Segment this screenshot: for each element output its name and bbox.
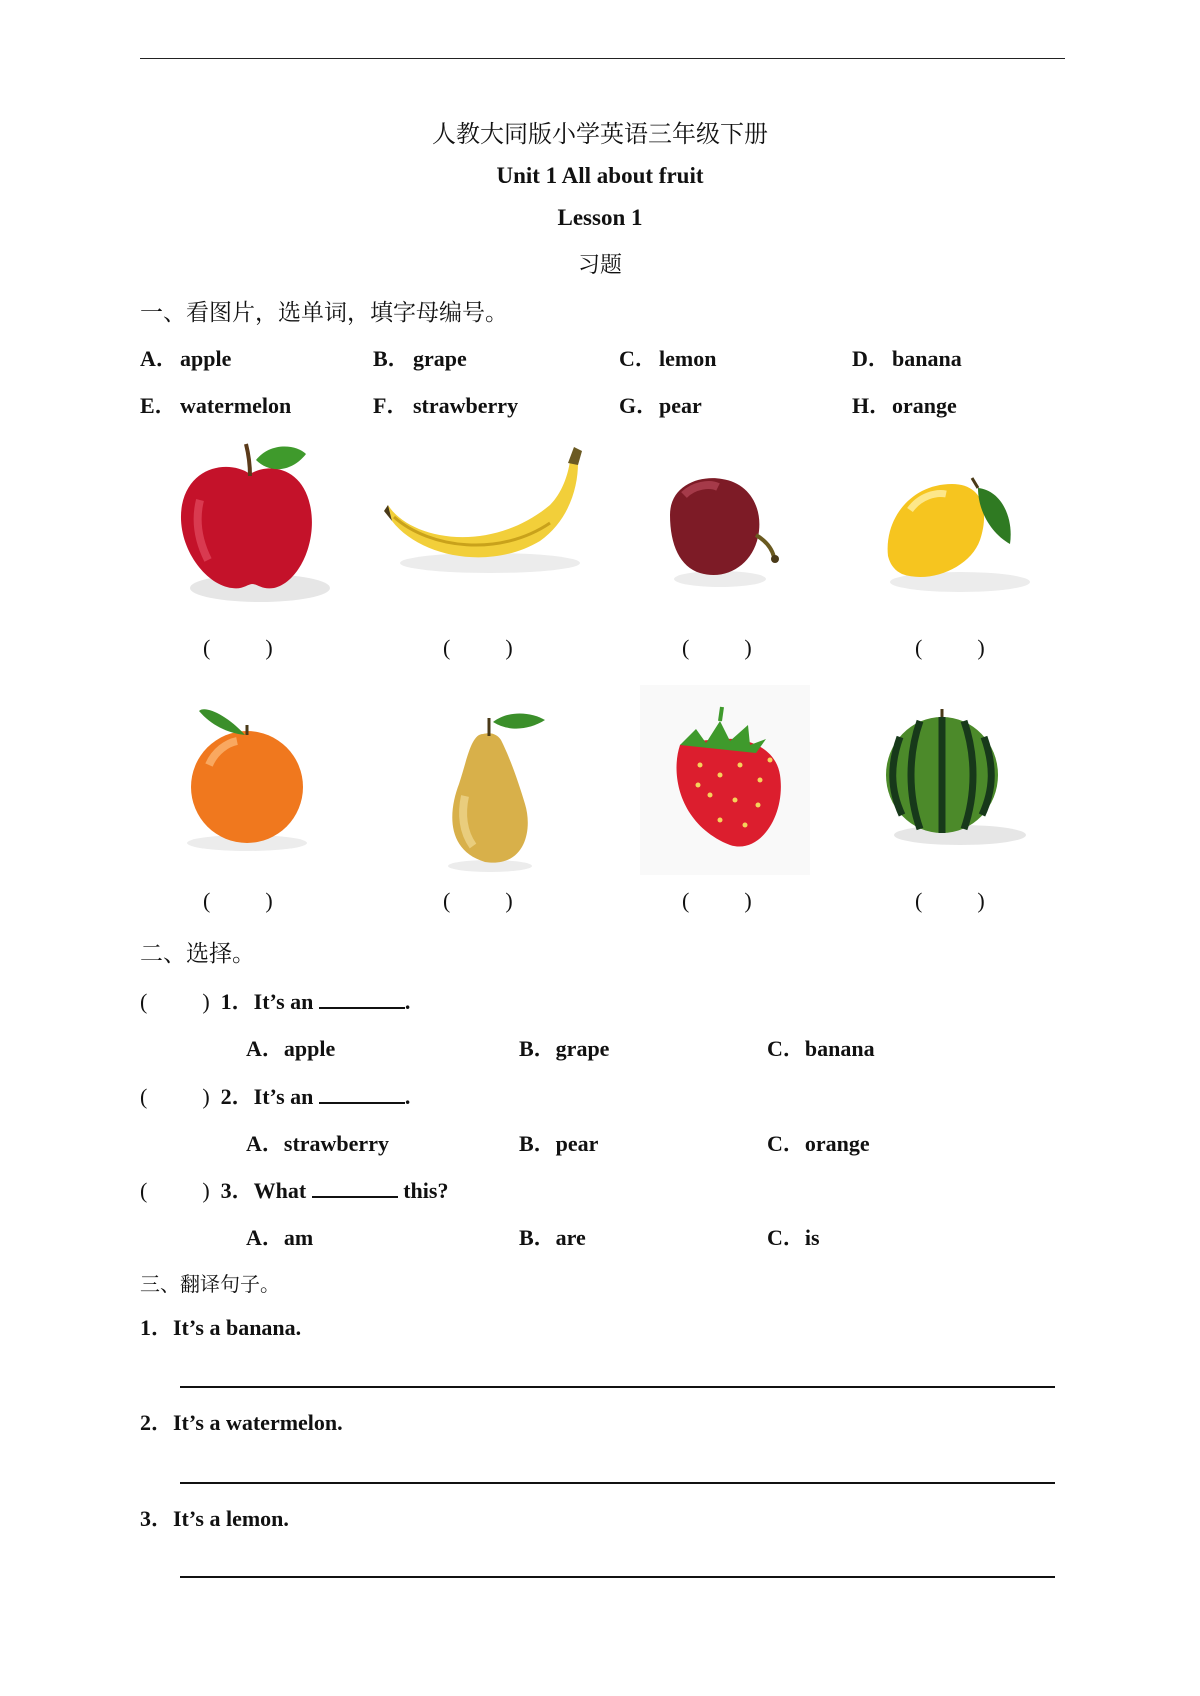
translate-sentence-3: 3．It’s a lemon. xyxy=(140,1506,289,1531)
answer-paren-6[interactable]: ( ) xyxy=(443,888,513,913)
answer-paren[interactable]: ( ) xyxy=(140,1084,210,1109)
word-option-e: E． watermelon xyxy=(140,393,292,418)
top-rule xyxy=(140,58,1065,59)
section1-heading: 一、看图片，选单词，填字母编号。 xyxy=(140,300,508,325)
word-option-h: H．orange xyxy=(852,393,957,418)
answer-paren-3[interactable]: ( ) xyxy=(682,635,752,660)
q2-option-c: C．orange xyxy=(767,1131,870,1156)
q3-option-a: A．am xyxy=(246,1225,314,1250)
section3-heading: 三、翻译句子。 xyxy=(140,1274,280,1296)
lemon-picture xyxy=(880,460,1040,600)
question-1: ( ) 1．It’s an . xyxy=(140,989,411,1014)
answer-paren[interactable]: ( ) xyxy=(140,1178,210,1203)
word-option-g: G．pear xyxy=(619,393,702,418)
word-option-f: F． strawberry xyxy=(373,393,519,418)
worksheet-title: 人教大同版小学英语三年级下册 xyxy=(432,122,768,148)
q2-option-b: B．pear xyxy=(519,1131,599,1156)
grape-picture xyxy=(660,465,790,595)
q1-option-c: C．banana xyxy=(767,1036,875,1061)
q1-option-a: A．apple xyxy=(246,1036,336,1061)
word-option-d: D．banana xyxy=(852,346,962,371)
worksheet-subtitle: 习题 xyxy=(577,252,622,277)
word-option-c: C．lemon xyxy=(619,346,717,371)
orange-picture xyxy=(175,695,315,855)
section2-heading: 二、选择。 xyxy=(140,941,255,966)
pear-picture xyxy=(435,700,555,875)
q3-option-b: B．are xyxy=(519,1225,586,1250)
word-option-b: B． grape xyxy=(373,346,467,371)
answer-paren-4[interactable]: ( ) xyxy=(915,635,985,660)
answer-paren-7[interactable]: ( ) xyxy=(682,888,752,913)
word-option-a: A．apple xyxy=(140,346,232,371)
q1-option-b: B．grape xyxy=(519,1036,610,1061)
translate-sentence-2: 2．It’s a watermelon. xyxy=(140,1410,343,1435)
answer-paren-1[interactable]: ( ) xyxy=(203,635,273,660)
question-3: ( ) 3．What this? xyxy=(140,1178,449,1203)
fill-blank[interactable] xyxy=(312,1178,398,1198)
answer-paren[interactable]: ( ) xyxy=(140,989,210,1014)
fill-blank[interactable] xyxy=(319,1084,405,1104)
banana-picture xyxy=(380,445,590,615)
watermelon-picture xyxy=(880,705,1030,855)
answer-paren-8[interactable]: ( ) xyxy=(915,888,985,913)
answer-paren-2[interactable]: ( ) xyxy=(443,635,513,660)
answer-line-3[interactable] xyxy=(180,1576,1055,1578)
apple-picture xyxy=(170,440,330,610)
lesson-title: Lesson 1 xyxy=(557,205,643,230)
translate-sentence-1: 1．It’s a banana. xyxy=(140,1315,302,1340)
answer-paren-5[interactable]: ( ) xyxy=(203,888,273,913)
q2-option-a: A．strawberry xyxy=(246,1131,389,1156)
unit-title: Unit 1 All about fruit xyxy=(496,163,704,188)
answer-line-2[interactable] xyxy=(180,1482,1055,1484)
q3-option-c: C．is xyxy=(767,1225,820,1250)
strawberry-picture xyxy=(640,685,810,875)
answer-line-1[interactable] xyxy=(180,1386,1055,1388)
fill-blank[interactable] xyxy=(319,989,405,1009)
question-2: ( ) 2．It’s an . xyxy=(140,1084,411,1109)
